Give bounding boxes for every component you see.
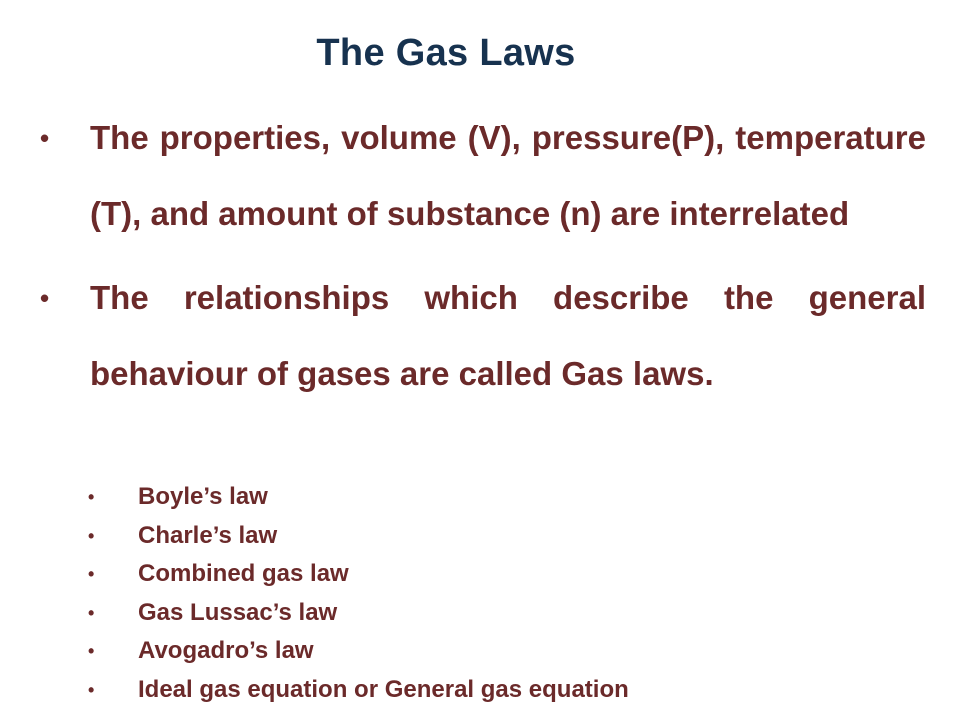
slide-title: The Gas Laws [316,32,576,74]
list-item [88,478,908,517]
bullet-text: The properties, volume (V), pressure(P), temperature (T), and amount of substance (n) are interrelated [90,119,926,232]
list-item-text: Combined gas law [138,560,349,587]
bullet-item [40,260,926,412]
bullet-item [40,100,926,252]
sub-bullet-marker: • [88,679,95,700]
sub-bullet-marker: • [88,487,95,507]
list-item-text: Charle’s law [138,521,278,549]
list-item-text: Ideal gas equation or General gas equation [138,675,629,703]
list-item-text: Gas Lussac’s law [138,598,338,626]
sub-bullet-marker: • [88,641,95,661]
sub-bullet-marker: • [88,602,95,623]
gas-laws-list [88,478,908,709]
list-item [88,671,908,710]
list-item [88,555,908,594]
main-bullet-list [40,100,926,412]
list-item-text: Boyle’s law [138,483,268,510]
bullet-marker: • [40,123,50,153]
list-item [88,632,908,671]
bullet-text: The relationships which describe the general behaviour of gases are called Gas laws. [90,279,926,392]
list-item [88,517,908,556]
bullet-marker: • [40,283,50,313]
list-item-text: Avogadro’s law [138,637,314,664]
sub-bullet-marker: • [88,525,95,546]
list-item [88,594,908,633]
sub-bullet-marker: • [88,564,95,584]
